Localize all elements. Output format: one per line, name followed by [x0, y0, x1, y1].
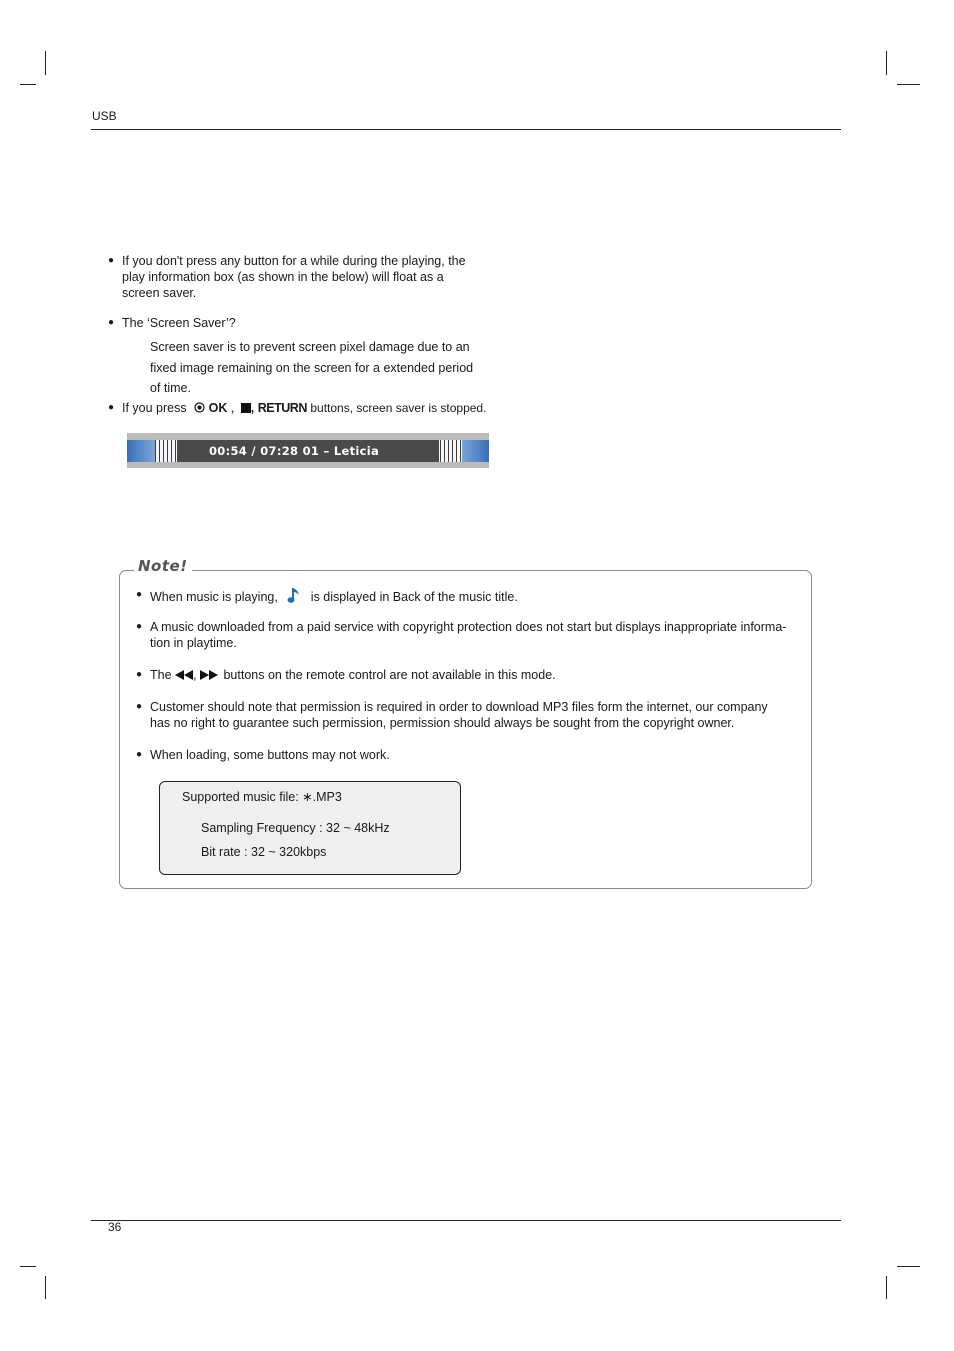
note-line: tion in playtime.: [150, 636, 237, 650]
note-line: A music downloaded from a paid service with copyright protection does not start but displays inappropriate informa-: [150, 620, 787, 634]
rewind-icon: [175, 668, 193, 684]
note-text: When music is playing,: [150, 590, 278, 604]
footer-rule: [91, 1220, 841, 1221]
note-item-permission: [136, 699, 808, 731]
ok-label: OK: [208, 401, 228, 415]
note-text: is displayed in Back of the music title.: [310, 590, 518, 604]
bullet-dot: ●: [136, 621, 143, 632]
note-text: When loading, some buttons may not work.: [150, 748, 390, 762]
bullet-screen-saver-question: [108, 315, 408, 331]
sampling-frequency: Sampling Frequency : 32 ~ 48kHz: [201, 821, 390, 835]
note-item-loading: [136, 747, 806, 763]
fast-forward-icon: [200, 668, 218, 684]
crop-mark: [20, 1266, 36, 1267]
bullet-dot: ●: [108, 402, 115, 413]
stop-icon: [241, 403, 251, 413]
bullet-line: screen saver.: [122, 286, 197, 300]
bullet-dot: ●: [136, 589, 143, 600]
ok-icon: [194, 401, 208, 415]
bullet-dot: ●: [108, 255, 115, 266]
bullet-text: If you press: [122, 401, 187, 415]
bullet-dot: ●: [136, 701, 143, 712]
definition-line: Screen saver is to prevent screen pixel damage due to an: [150, 340, 470, 354]
bit-rate: Bit rate : 32 ~ 320kbps: [201, 845, 327, 859]
crop-mark: [45, 1276, 46, 1299]
play-info-stripes-right: [440, 440, 462, 462]
music-note-icon: [287, 587, 301, 608]
note-item-copyright: [136, 619, 808, 651]
bullet-line: If you don't press any button for a while during the playing, the: [122, 254, 466, 268]
bullet-line: play information box (as shown in the below) will float as a: [122, 270, 444, 284]
crop-mark: [897, 84, 920, 85]
crop-mark: [45, 51, 46, 75]
note-line: Customer should note that permission is required in order to download MP3 files form the internet, our company: [150, 700, 768, 714]
bullet-text: The ‘Screen Saver’?: [122, 316, 236, 330]
play-info-text: 00:54 / 07:28 01 – Leticia: [177, 440, 439, 462]
header-rule: [91, 129, 841, 130]
bullet-dot: ●: [108, 317, 115, 328]
note-text: The: [150, 668, 172, 682]
play-info-box: [127, 433, 489, 468]
note-text: buttons on the remote control are not available in this mode.: [223, 668, 556, 682]
page-number: 36: [108, 1220, 122, 1234]
note-line: has no right to guarantee such permission, permission should always be sought from the copyright owner.: [150, 716, 735, 730]
bullet-dot: ●: [136, 749, 143, 760]
section-header: USB: [92, 109, 117, 123]
definition-line: fixed image remaining on the screen for a extended period: [150, 360, 474, 375]
crop-mark: [20, 84, 36, 85]
note-item-buttons-unavailable: [136, 667, 806, 684]
note-title: Note!: [134, 557, 192, 575]
separator: ,: [230, 401, 235, 415]
supported-format-title: Supported music file: ∗.MP3: [182, 790, 342, 804]
return-label: RETURN: [257, 401, 307, 415]
definition-line: of time.: [150, 381, 191, 395]
bullet-text: buttons, screen saver is stopped.: [310, 401, 487, 415]
separator: ,: [250, 401, 255, 415]
separator: ,: [193, 668, 197, 682]
bullet-screen-saver-info: [108, 253, 508, 301]
crop-mark: [897, 1266, 920, 1267]
bullet-dot: ●: [136, 669, 143, 680]
bullet-stop-screen-saver: [108, 400, 528, 416]
crop-mark: [886, 51, 887, 75]
screen-saver-definition: [150, 337, 510, 399]
crop-mark: [886, 1276, 887, 1299]
note-item-music-icon: [136, 587, 806, 608]
play-info-stripes-left: [155, 440, 177, 462]
